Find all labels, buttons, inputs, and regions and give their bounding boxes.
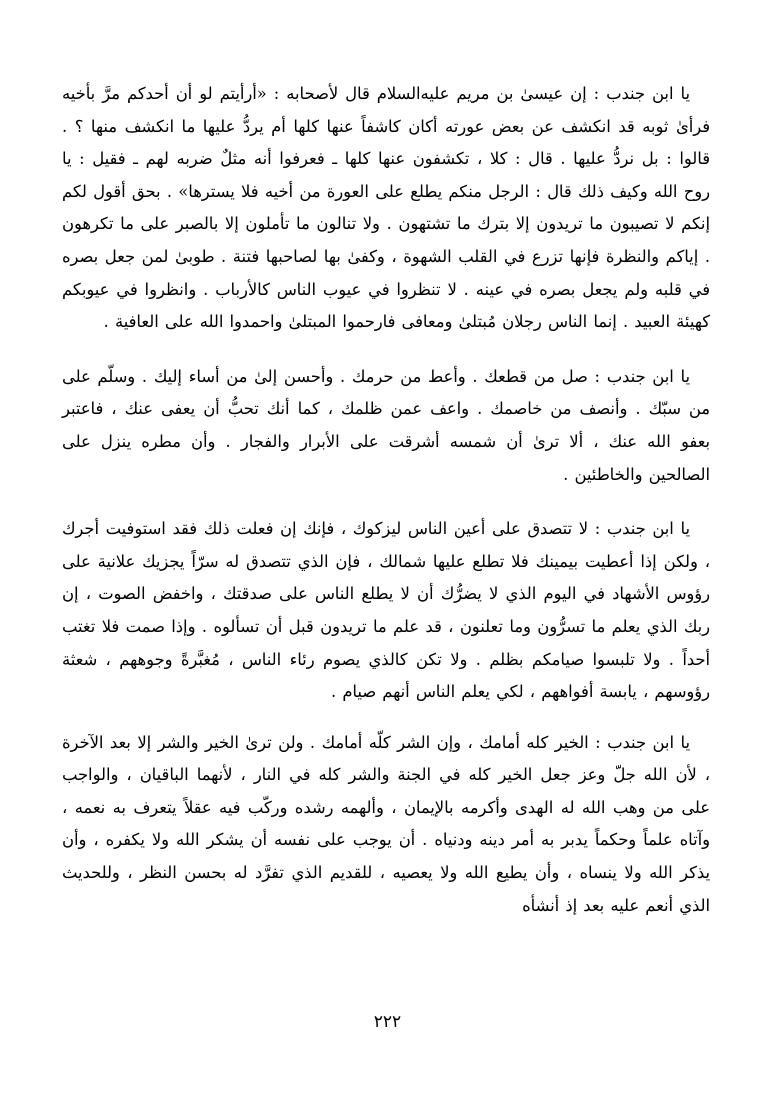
main-text (62, 78, 710, 944)
paragraph-3: يا ابن جندب : لا تتصدق على أعين الناس ليزكوك ، فإنك إن فعلت ذلك فقد استوفيت أجرك ، ولكن إذا أعطيت بيمينك فلا تطلع عليها شمالك ، فإن الذي تتصدق له سرّاً يجزيك علانية على رؤوس الأشهاد في اليوم الذي لا يضرُّك أن لا يطلع الناس على صدقتك ، واخفض الصوت ، إن ربك الذي يعلم ما تسرُّون وما تعلنون ، قد علم ما تريدون قبل أن تسألوه . وإذا صمت فلا تغتب أحداً . ولا تلبسوا صيامكم بظلم . ولا تكن كالذي يصوم رئاء الناس ، مُغبَّرةً وجوههم ، شعثة رؤوسهم ، يابسة أفواههم ، لكي يعلم الناس أنهم صيام . (62, 519, 710, 702)
page-number: ٢٢٢ (373, 1012, 402, 1032)
paragraph-4: يا ابن جندب : الخير كله أمامك ، وإن الشر كلّه أمامك . ولن ترىٰ الخير والشر إلا بعد الآخرة ، لأن الله جلّ وعز جعل الخير كله في الجنة والشر كله في النار ، لأنهما الباقيان ، والواجب على من وهب الله له الهدى وأكرمه بالإيمان ، وألهمه رشده وركّب فيه عقلاً يتعرف به نعمه ، وآتاه علماً وحكماً يدبر به أمر دينه ودنياه . أن يوجب على نفسه أن يشكر الله ولا يكفره ، وأن يذكر الله ولا ينساه ، وأن يطيع الله ولا يعصيه ، للقديم الذي تفرَّد له بحسن النظر ، وللحديث الذي أنعم عليه بعد إذ أنشأه (62, 732, 710, 915)
paragraph-1: يا ابن جندب : إن عيسىٰ بن مريم عليه‌السلام قال لأصحابه : «أرأيتم لو أن أحدكم مرَّ بأخيه فرأىٰ ثوبه قد انكشف عن بعض عورته أكان كاشفاً عنها كلها أم يردُّ عليها ما انكشف منها ؟ . قالوا : بل نردُّ عليها . قال : كلا ، تكشفون عنها كلها ـ فعرفوا أنه مثلٌ ضربه لهم ـ فقيل : يا روح الله وكيف ذلك قال : الرجل منكم يطلع على العورة من أخيه فلا يسترها» . بحق أقول لكم إنكم لا تصيبون ما تريدون إلا بترك ما تشتهون . ولا تنالون ما تأملون إلا بالصبر على ما تكرهون . إياكم والنظرة فإنها تزرع في القلب الشهوة ، وكفىٰ بها لصاحبها فتنة . طوبىٰ لمن جعل بصره في قلبه ولم يجعل بصره في عينه . لا تنظروا في عيوب الناس كالأرباب . وانظروا في عيوبكم كهيئة العبيد . إنما الناس رجلان مُبتلىٰ ومعافى فارحموا المبتلىٰ واحمدوا الله على العافية . (62, 84, 710, 332)
paragraph-2: يا ابن جندب : صل من قطعك . وأعط من حرمك . وأحسن إلىٰ من أساء إليك . وسلّم على من سبّك . وأنصف من خاصمك . واعف عمن ظلمك ، كما أنك تحبُّ أن يعفى عنك ، فاعتبر بعفو الله عنك ، ألا ترىٰ أن شمسه أشرقت على الأبرار والفجار . وأن مطره ينزل على الصالحين والخاطئين . (62, 366, 710, 484)
